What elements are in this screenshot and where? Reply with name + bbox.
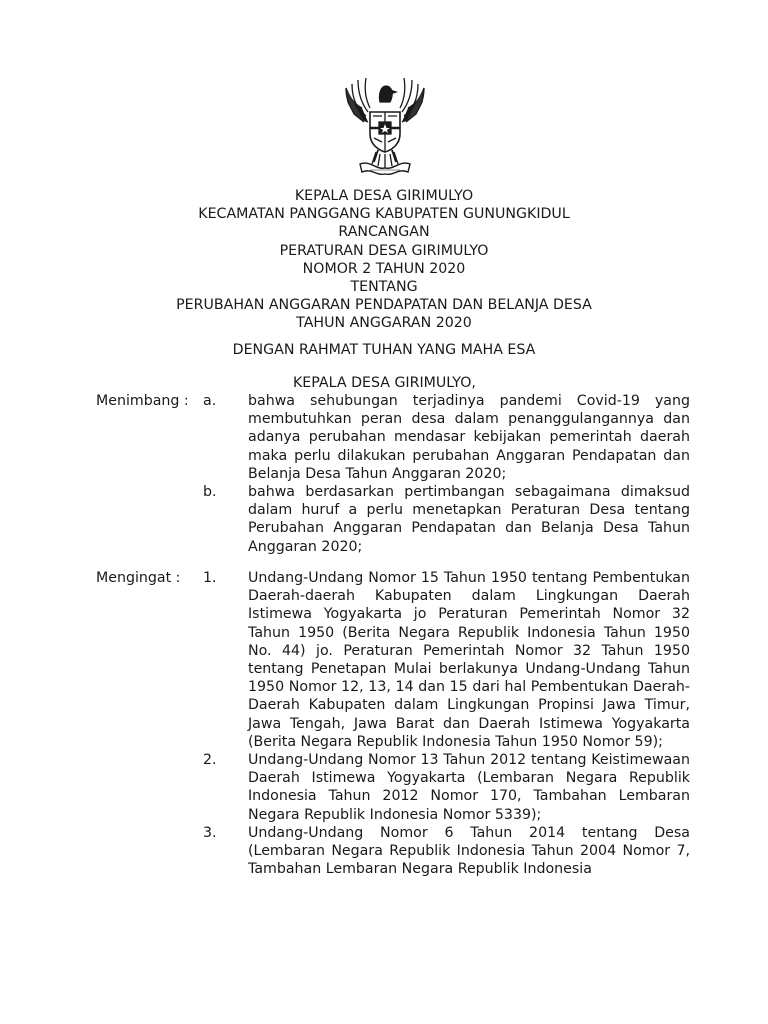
heading-line-6: TENTANG xyxy=(350,279,418,296)
heading-line-5: NOMOR 2 TAHUN 2020 xyxy=(302,260,466,277)
item-text: Undang-Undang Nomor 15 Tahun 1950 tentang Pembentukan Daerah-daerah Kabupaten dalam Lingkungan Daerah Istimewa Yogyakarta jo Peraturan Pemerintah Nomor 32 Tahun 1950 (Berita Negara Republik Indonesia Tahun 1950 No. 44) jo. Peraturan Pemerintah Nomor 32 Tahun 1950 tentang Penetapan Mulai berlakunya Undang-Undang Tahun 1950 Nomor 12, 13, 14 dan 15 dari hal Pembentukan Daerah-Daerah Kabupaten dalam Lingkungan Propinsi Jawa Timur, Jawa Tengah, Jawa Barat dan Daerah Istimewa Yogyakarta (Berita Negara Republik Indonesia Tahun 1950 Nomor 59); xyxy=(248,570,690,750)
item-text: bahwa sehubungan terjadinya pandemi Covid-19 yang membutuhkan peran desa dalam penanggulangannya dan adanya perubahan mendasar kebijakan pemerintah daerah maka perlu dilakukan perubahan Anggaran Pendapatan dan Belanja Desa Tahun Anggaran 2020; xyxy=(248,393,690,482)
item-marker: b. xyxy=(203,484,217,501)
item-marker: 3. xyxy=(203,824,217,841)
mengingat-item xyxy=(96,569,690,751)
heading-line-4: PERATURAN DESA GIRIMULYO xyxy=(279,242,489,259)
heading-line-1: KEPALA DESA GIRIMULYO xyxy=(294,188,474,204)
item-marker: a. xyxy=(203,393,217,409)
item-marker: 1. xyxy=(203,570,217,586)
item-text: bahwa berdasarkan pertimbangan sebagaimana dimaksud dalam huruf a perlu menetapkan Peraturan Desa tentang Perubahan Anggaran Pendapatan dan Belanja Desa Tahun Anggaran 2020; xyxy=(248,484,690,555)
menimbang-label: Menimbang : xyxy=(96,393,189,409)
document-heading xyxy=(0,187,768,333)
heading-line-7: PERUBAHAN ANGGARAN PENDAPATAN DAN BELANJA DESA xyxy=(176,297,592,314)
item-marker: 2. xyxy=(203,752,217,769)
blessing-line: DENGAN RAHMAT TUHAN YANG MAHA ESA xyxy=(232,342,536,358)
heading-line-8: TAHUN ANGGARAN 2020 xyxy=(296,315,472,332)
mengingat-label: Mengingat : xyxy=(96,570,181,586)
garuda-emblem-icon xyxy=(336,72,434,176)
menimbang-item xyxy=(96,483,690,556)
item-text: Undang-Undang Nomor 6 Tahun 2014 tentang Desa (Lembaran Negara Republik Indonesia Tahun 2004 Nomor 7, Tambahan Lembaran Negara Republik Indonesia xyxy=(248,824,690,878)
mengingat-item xyxy=(96,824,690,879)
opener-line: KEPALA DESA GIRIMULYO, xyxy=(293,375,476,391)
menimbang-section xyxy=(96,392,690,556)
menimbang-item xyxy=(96,392,690,483)
heading-line-2: KECAMATAN PANGGANG KABUPATEN GUNUNGKIDUL xyxy=(198,206,570,223)
heading-line-3: RANCANGAN xyxy=(338,224,430,241)
mengingat-item xyxy=(96,751,690,824)
item-text: Undang-Undang Nomor 13 Tahun 2012 tentang Keistimewaan Daerah Istimewa Yogyakarta (Lembaran Negara Republik Indonesia Tahun 2012 Nomor 170, Tambahan Lembaran Negara Republik Indonesia Nomor 5339); xyxy=(248,752,690,823)
mengingat-section xyxy=(96,569,690,878)
